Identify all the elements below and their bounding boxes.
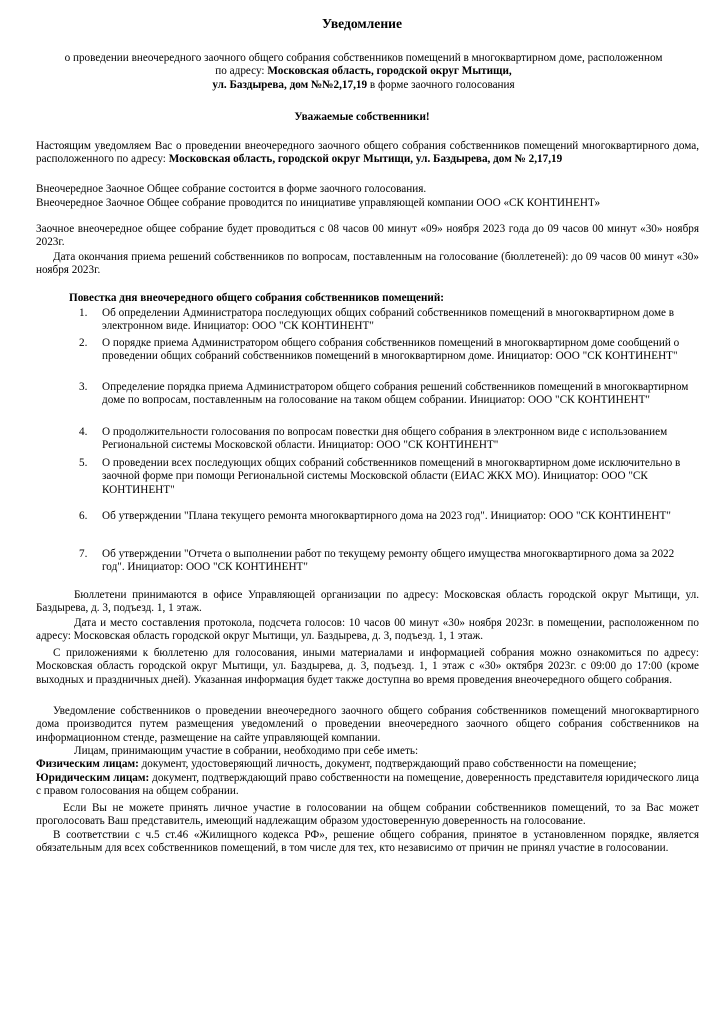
agenda-item-number: 3. <box>79 381 88 393</box>
intro-address: Московская область, городской округ Мытищи, ул. Баздырева, дом № 2,17,19 <box>168 153 563 166</box>
greeting: Уважаемые собственники! <box>294 111 430 123</box>
subtitle-line-1: о проведении внеочередного заочного общего собрания собственников помещений в многоквартирном доме, расположенном <box>64 52 663 64</box>
legal-entities-requirements <box>36 772 699 799</box>
proxy-paragraph: Если Вы не можете принять личное участие в голосовании на общем собрании собственников помещений, то за Вас может проголосовать Ваш представитель, имеющий надлежащим образом удостоверенную доверенность на голосование. <box>36 802 699 828</box>
notification-paragraph: Уведомление собственников о проведении внеочередного заочного общего собрания собственников помещений многоквартирного дома производится путем размещения уведомлений о проведении внеочередного заочного общего собрания собственников на информационном стенде, размещение на сайте управляющей компании. <box>36 705 699 744</box>
agenda-item <box>79 307 699 334</box>
law-paragraph: В соответствии с ч.5 ст.46 «Жилищного кодекса РФ», решение общего собрания, принятое в установленном порядке, является обязательным для всех собственников помещений, в том числе для тех, кто независимо от причин не принял участие в голосовании. <box>36 829 699 855</box>
legal-text: документ, подтверждающий право собственности на помещение, доверенность представителя юридического лица с правом голосования на общем собрании. <box>36 772 699 798</box>
individuals-text: документ, удостоверяющий личность, документ, подтверждающий право собственности на помещение; <box>138 758 637 770</box>
intro-text: Настоящим уведомляем Вас о проведении внеочередного заочного общего собрания собственников помещений многоквартирного дома, расположенного по адресу: <box>36 140 699 166</box>
agenda-item-text: Об определении Администратора последующих общих собраний собственников помещений в многоквартирном доме в электронном виде. Инициатор: ООО "СК КОНТИНЕНТ" <box>102 307 675 333</box>
meeting-period: Заочное внеочередное общее собрание будет проводиться с 08 часов 00 минут «09» ноября 2023 года до 09 часов 00 минут «30» ноября 2023г. <box>36 223 699 249</box>
meeting-form: Внеочередное Заочное Общее собрание состоится в форме заочного голосования. <box>36 183 427 195</box>
agenda-item-text: Об утверждении "Плана текущего ремонта многоквартирного дома на 2023 год". Инициатор: ООО "СК КОНТИНЕНТ" <box>102 510 671 522</box>
legal-label: Юридическим лицам: <box>36 772 150 784</box>
agenda-heading: Повестка дня внеочередного общего собрания собственников помещений: <box>69 292 445 304</box>
agenda-item-number: 4. <box>79 426 88 438</box>
agenda-item <box>79 337 699 364</box>
agenda-item-text: О проведении всех последующих общих собраний собственников помещений в многоквартирном доме исключительно в заочной форме при помощи Региональной системы Московской области (ЕИАС ЖКХ МО). Инициатор: ООО "СК КОНТИНЕНТ" <box>102 457 681 496</box>
subtitle-street-bold: ул. Баздырева, дом №№2,17,19 <box>212 78 368 91</box>
agenda-item-number: 1. <box>79 307 88 319</box>
decision-deadline: Дата окончания приема решений собственников по вопросам, поставленным на голосование (бюллетеней): до 09 часов 00 минут «30» ноября 2023г. <box>36 251 699 277</box>
agenda-item-number: 2. <box>79 337 88 349</box>
agenda-item-text: Определение порядка приема Администратором общего собрания решений собственников помещений в многоквартирном доме по вопросам, поставленным на голосование на таком общем собрании. Инициатор: ООО "СК КОНТИНЕНТ" <box>102 381 689 407</box>
agenda-item <box>79 381 699 408</box>
agenda-item-text: Об утверждении "Отчета о выполнении работ по текущему ремонту общего имущества многоквартирного дома за 2022 год". Инициатор: ООО "СК КОНТИНЕНТ" <box>102 548 675 574</box>
agenda-item-text: О продолжительности голосования по вопросам повестки дня общего собрания в электронном виде с использованием Региональной системы Московской области. Инициатор: ООО "СК КОНТИНЕНТ" <box>102 426 668 452</box>
agenda-item-number: 7. <box>79 548 88 560</box>
subtitle-address-bold: Московская область, городской округ Мытищи, <box>267 65 512 78</box>
agenda-item-number: 6. <box>79 510 88 522</box>
ballots-paragraph: Бюллетени принимаются в офисе Управляющей организации по адресу: Московская область городской округ Мытищи, ул. Баздырева, д. 3, подъезд. 1, 1 этаж. <box>36 589 699 615</box>
individuals-label: Физическим лицам: <box>36 758 139 770</box>
subtitle-address-prefix: по адресу: <box>215 65 268 78</box>
subtitle-line-3 <box>36 79 691 92</box>
document-title: Уведомление <box>321 16 403 31</box>
meeting-initiative: Внеочередное Заочное Общее собрание проводится по инициативе управляющей компании ООО «СК КОНТИНЕНТ» <box>36 197 601 209</box>
materials-paragraph: С приложениями к бюллетеню для голосования, иными материалами и информацией собрания можно ознакомиться по адресу: Московская область городской округ Мытищи, ул. Баздырева, д. 3, подъезд. 1, 1 этаж с «30» октября 2023г. с 09:00 до 17:00 (кроме выходных и праздничных дней). Указанная информация будет также доступна во время проведения внеочередного общего собрания. <box>36 647 699 686</box>
agenda-item-text: О порядке приема Администратором общего собрания собственников помещений в многоквартирном доме сообщений о проведении общих собраний собственников помещений в многоквартирном доме. Инициатор: ООО "СК КОНТИНЕНТ" <box>102 337 680 363</box>
agenda-item <box>79 548 699 575</box>
protocol-paragraph: Дата и место составления протокола, подсчета голосов: 10 часов 00 минут «30» ноября 2023г. в помещении, расположенном по адресу: Московская область городской округ Мытищи, ул. Баздырева, д. 3, подъезд. 1, 1 этаж. <box>36 617 699 643</box>
document-subtitle <box>36 52 691 92</box>
agenda-item <box>79 426 699 453</box>
documents-intro: Лицам, принимающим участие в собрании, необходимо при себе иметь: <box>74 745 419 757</box>
intro-paragraph <box>36 140 699 167</box>
subtitle-line-2 <box>36 65 691 78</box>
subtitle-form: в форме заочного голосования <box>367 78 515 91</box>
individuals-requirements <box>36 758 699 771</box>
agenda-item <box>79 457 699 497</box>
agenda-item-number: 5. <box>79 457 88 469</box>
agenda-item <box>79 510 699 523</box>
